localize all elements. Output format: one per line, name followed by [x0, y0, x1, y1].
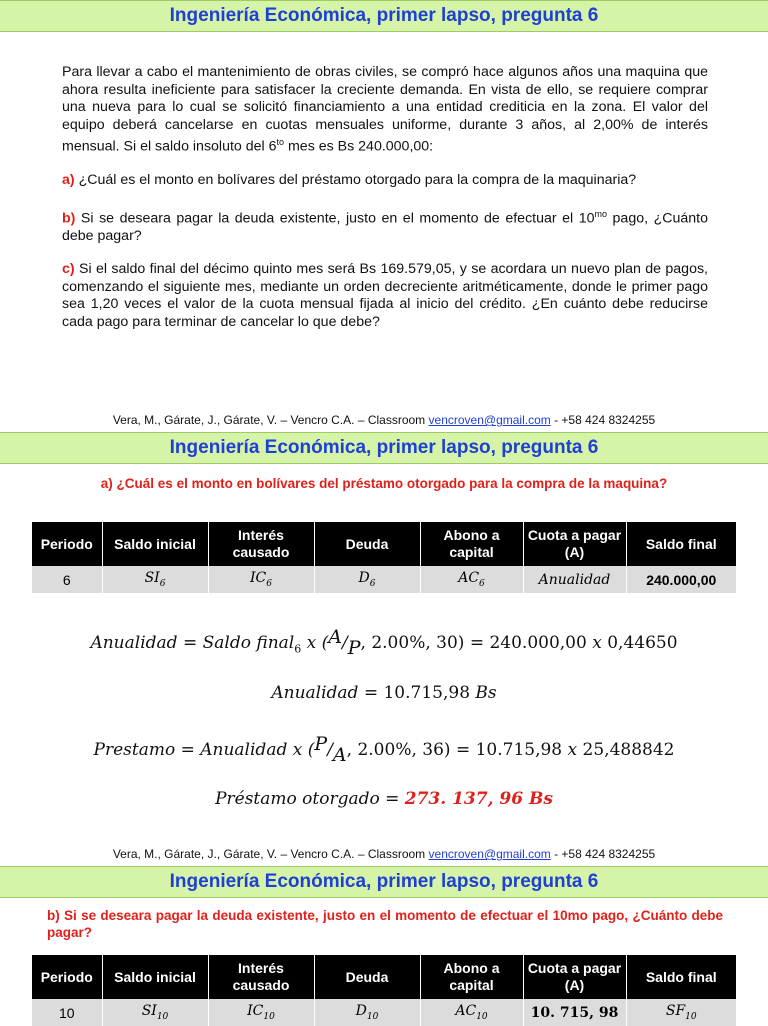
cell-deuda: $D_6$ — [314, 566, 420, 593]
col-abono-capital: Abono a capital — [420, 955, 523, 999]
table-header-row — [32, 522, 736, 566]
cell-saldo-final: 240.000,00 — [626, 566, 736, 593]
cell-periodo: 10 — [32, 999, 102, 1026]
eq4-equals: = — [385, 789, 400, 809]
intro-superscript: to — [276, 137, 285, 147]
eq4-value: 273. 137, 96 Bs — [404, 789, 553, 809]
eq3-x2: x — [567, 740, 578, 760]
eq2-rhs: = 10.715,98 — [363, 683, 471, 703]
eq3-result: = 10.715,98 — [455, 740, 563, 760]
eq1-x: x — [306, 633, 317, 653]
eq3-factor-notation: ($^P/_A$ — [307, 733, 347, 766]
question-c — [62, 261, 708, 331]
slide2-title — [0, 432, 768, 464]
equation-prestamo: Prestamo = Anualidad x ($^P/_A$, 2.00%, 36) = 10.715,98 x 25,488842 — [93, 733, 675, 766]
slide1-title-text: Ingeniería Económica, primer lapso, pregunta 6 — [169, 5, 599, 26]
problem-statement — [62, 64, 708, 331]
eq2-unit: Bs — [475, 683, 497, 703]
col-abono-capital: Abono a capital — [420, 522, 523, 566]
eq3-factor: 25,488842 — [582, 740, 675, 760]
table-row — [32, 999, 736, 1026]
col-periodo: Periodo — [32, 955, 102, 999]
footer-authors: Vera, M., Gárate, J., Gárate, V. – Vencro C.A. – Classroom — [112, 847, 429, 861]
question-b — [62, 206, 708, 246]
eq1-factor: 0,44650 — [607, 633, 678, 653]
question-a-text: ¿Cuál es el monto en bolívares del préstamo otorgado para la compra de la maquinaria? — [74, 172, 637, 189]
eq1-lhs: Anualidad — [90, 633, 178, 653]
question-a-letter: a) — [62, 172, 75, 189]
intro-text-end: mes es Bs 240.000,00: — [284, 138, 434, 155]
cell-saldo-inicial: $SI_6$ — [102, 566, 208, 593]
col-deuda: Deuda — [314, 955, 420, 999]
cell-cuota: 10. 715, 98 — [523, 999, 626, 1026]
eq1-args: , 2.00%, 30) — [360, 633, 465, 653]
col-saldo-final: Saldo final — [626, 955, 736, 999]
slide1-title — [0, 0, 768, 32]
slide2-title-text: Ingeniería Económica, primer lapso, pregunta 6 — [169, 437, 599, 458]
eq4-lhs: Préstamo otorgado — [215, 789, 380, 809]
slide2-question: a) ¿Cuál es el monto en bolívares del préstamo otorgado para la compra de la maquina? — [100, 476, 668, 491]
slide3-title-text: Ingeniería Económica, primer lapso, pregunta 6 — [169, 871, 599, 892]
eq1-saldo: Saldo final — [202, 633, 295, 653]
col-cuota: Cuota a pagar (A) — [523, 955, 626, 999]
col-saldo-inicial: Saldo inicial — [102, 522, 208, 566]
eq3-lhs: Prestamo — [93, 740, 176, 760]
equation-prestamo-otorgado — [0, 789, 768, 809]
eq2-lhs: Anualidad — [271, 683, 359, 703]
question-b-text: Si se deseara pagar la deuda existente, justo en el momento de efectuar el 10 — [75, 210, 595, 227]
table-header-row — [32, 955, 736, 999]
eq1-result: = 240.000,00 — [469, 633, 587, 653]
slide3-title — [0, 866, 768, 898]
col-deuda: Deuda — [314, 522, 420, 566]
cell-periodo: 6 — [32, 566, 102, 593]
col-interes-causado: Interés causado — [208, 955, 314, 999]
col-cuota: Cuota a pagar (A) — [523, 522, 626, 566]
question-b-letter: b) — [62, 210, 76, 227]
question-a — [62, 172, 708, 190]
eq3-mid: Anualidad — [200, 740, 288, 760]
eq1-sub: 6 — [294, 642, 302, 656]
footer-phone: - +58 424 8324255 — [550, 413, 656, 427]
col-saldo-final: Saldo final — [626, 522, 736, 566]
question-b-text-end: pago, ¿Cuánto debe pagar? — [62, 210, 708, 244]
intro-paragraph — [62, 64, 708, 156]
footer-authors: Vera, M., Gárate, J., Gárate, V. – Vencro C.A. – Classroom — [112, 413, 429, 427]
col-periodo: Periodo — [32, 522, 102, 566]
col-saldo-inicial: Saldo inicial — [102, 955, 208, 999]
eq1-x2: x — [592, 633, 602, 653]
slide3-table — [32, 955, 736, 1026]
footer-email-link[interactable]: vencroven@gmail.com — [428, 847, 551, 861]
cell-saldo-inicial: $SI_{10}$ — [102, 999, 208, 1026]
intro-text: Para llevar a cabo el mantenimiento de obras civiles, se compró hace algunos años una maquina que ahora resulta ineficiente para satisfacer la creciente demanda. En vista de ello, se requiere comprar una nueva para lo cual se solicitó financiamiento a una entidad crediticia en la zona. El valor del equipo deberá cancelarse en cuotas mensuales uniforme, durante 3 años, al 2,00% de interés mensual. Si el saldo insoluto del 6 — [62, 64, 708, 155]
eq3-args: , 2.00%, 36) — [346, 740, 451, 760]
eq3-x: x — [292, 740, 303, 760]
cell-cuota: Anualidad — [523, 566, 626, 593]
col-interes-causado: Interés causado — [208, 522, 314, 566]
cell-deuda: $D_{10}$ — [314, 999, 420, 1026]
slide2-footer — [0, 847, 768, 861]
slide3-question: b) Si se deseara pagar la deuda existente, justo en el momento de efectuar el 10mo pago, ¿Cuánto debe pagar? — [47, 908, 723, 940]
question-b-superscript: mo — [594, 208, 608, 219]
footer-email-link[interactable]: vencroven@gmail.com — [428, 413, 551, 427]
question-c-letter: c) — [62, 261, 75, 278]
cell-interes-causado: $IC_6$ — [208, 566, 314, 593]
footer-phone: - +58 424 8324255 — [550, 847, 656, 861]
slide2-table — [32, 522, 736, 593]
cell-abono-capital: $AC_{10}$ — [420, 999, 523, 1026]
question-c-text: Si el saldo final del décimo quinto mes será Bs 169.579,05, y se acordara un nuevo plan de pagos, comenzando el siguiente mes, mediante un orden decreciente aritméticamente, donde le primer pago sea 1,20 veces el valor de la cuota mensual fijada al inicio del crédito. ¿En cuánto debe reducirse cada pago para terminar de cancelar lo que debe? — [62, 261, 708, 330]
cell-interes-causado: $IC_{10}$ — [208, 999, 314, 1026]
table-row — [32, 566, 736, 593]
equation-anualidad: Anualidad = Saldo final$_6$ x ($^A/_P$, 2.00%, 30) = 240.000,00 x 0,44650 — [90, 626, 678, 659]
cell-saldo-final: $SF_{10}$ — [626, 999, 736, 1026]
equation-anualidad-result — [0, 683, 768, 703]
cell-abono-capital: $AC_6$ — [420, 566, 523, 593]
slide1-footer — [0, 413, 768, 427]
eq1-factor-notation: ($^A/_P$ — [321, 626, 361, 659]
